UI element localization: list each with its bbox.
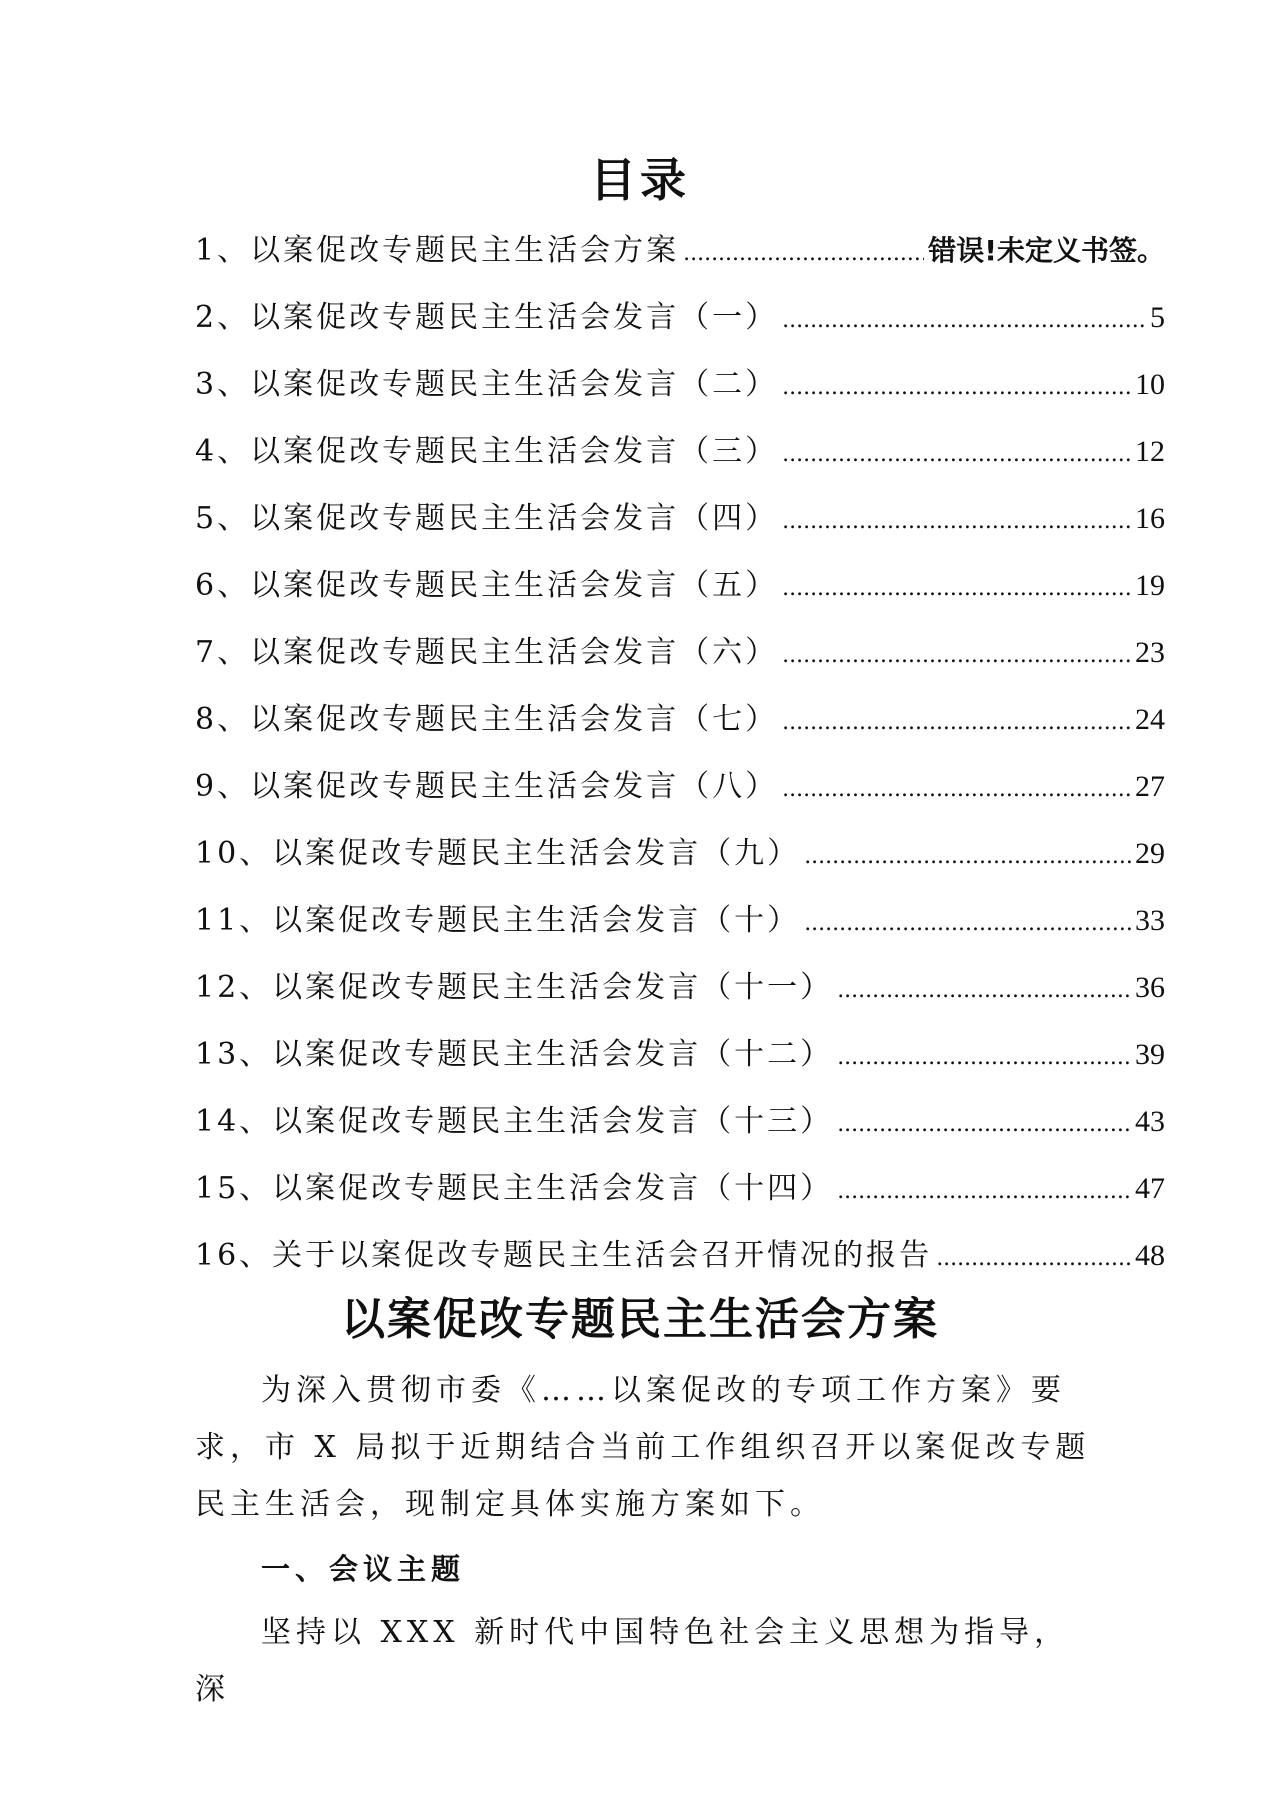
toc-entry-page: 47 (1135, 1172, 1165, 1205)
section-paragraph: 坚持以 XXX 新时代中国特色社会主义思想为指导，深 (195, 1615, 1070, 1707)
toc-entry[interactable] (195, 753, 1165, 820)
toc-entry-label: 5、以案促改专题民主生活会发言（四） (195, 501, 779, 536)
intro-paragraph: 为深入贯彻市委《……以案促改的专项工作方案》要求，市 X 局拟于近期结合当前工作组织召开以案促改专题民主生活会，现制定具体实施方案如下。 (195, 1373, 1091, 1522)
toc-entry[interactable] (195, 619, 1165, 686)
toc-entry-label: 2、以案促改专题民主生活会发言（一） (195, 300, 779, 335)
toc-entry[interactable] (195, 1222, 1165, 1289)
toc-leader-dots (782, 287, 1146, 354)
toc-entry[interactable] (195, 552, 1165, 619)
toc-entry[interactable] (195, 485, 1165, 552)
toc-entry-label: 4、以案促改专题民主生活会发言（三） (195, 434, 779, 469)
toc-entry-page: 错误!未定义书签。 (928, 234, 1165, 267)
toc-entry-label: 16、关于以案促改专题民主生活会召开情况的报告 (195, 1238, 933, 1273)
toc-entry[interactable] (195, 1155, 1165, 1222)
toc-leader-dots (837, 957, 1131, 1024)
toc-entry-page: 24 (1135, 703, 1165, 736)
toc-entry-page: 10 (1135, 368, 1165, 401)
toc-leader-dots (837, 1158, 1131, 1225)
toc-entry[interactable] (195, 418, 1165, 485)
toc-leader-dots (782, 689, 1131, 756)
toc-leader-dots (782, 622, 1131, 689)
document-title: 以案促改专题民主生活会方案 (341, 1294, 939, 1345)
toc-entry[interactable] (195, 1088, 1165, 1155)
toc-entry[interactable] (195, 954, 1165, 1021)
toc-entry-page: 5 (1150, 301, 1165, 334)
toc-entry-label: 6、以案促改专题民主生活会发言（五） (195, 568, 779, 603)
document-body (195, 1362, 1095, 1718)
toc-leader-dots (782, 354, 1131, 421)
toc-entry-label: 11、以案促改专题民主生活会发言（十） (195, 903, 801, 938)
toc-entry[interactable] (195, 217, 1165, 284)
toc-title: 目录 (590, 153, 690, 207)
toc-leader-dots (837, 1024, 1131, 1091)
toc-leader-dots (837, 1091, 1131, 1158)
toc-entry[interactable] (195, 351, 1165, 418)
section-heading: 一、会议主题 (261, 1552, 466, 1586)
toc-entry-page: 36 (1135, 971, 1165, 1004)
toc-leader-dots (804, 823, 1131, 890)
toc-entry-page: 23 (1135, 636, 1165, 669)
toc-entry-label: 9、以案促改专题民主生活会发言（八） (195, 769, 779, 804)
toc-entry-label: 12、以案促改专题民主生活会发言（十一） (195, 970, 834, 1005)
toc-entry-label: 10、以案促改专题民主生活会发言（九） (195, 836, 801, 871)
table-of-contents (195, 217, 1165, 1289)
toc-leader-dots (782, 421, 1131, 488)
toc-entry[interactable] (195, 1021, 1165, 1088)
toc-entry-page: 19 (1135, 569, 1165, 602)
toc-entry[interactable] (195, 887, 1165, 954)
toc-leader-dots (782, 555, 1131, 622)
toc-entry-label: 8、以案促改专题民主生活会发言（七） (195, 702, 779, 737)
toc-entry-page: 39 (1135, 1038, 1165, 1071)
toc-entry-label: 3、以案促改专题民主生活会发言（二） (195, 367, 779, 402)
toc-entry-page: 43 (1135, 1105, 1165, 1138)
toc-entry-page: 48 (1135, 1239, 1165, 1272)
toc-entry-label: 15、以案促改专题民主生活会发言（十四） (195, 1171, 834, 1206)
toc-leader-dots (683, 220, 924, 287)
toc-leader-dots (936, 1225, 1131, 1292)
toc-entry[interactable] (195, 686, 1165, 753)
toc-entry-label: 1、以案促改专题民主生活会方案 (195, 233, 680, 268)
toc-entry-label: 13、以案促改专题民主生活会发言（十二） (195, 1037, 834, 1072)
toc-entry-page: 29 (1135, 837, 1165, 870)
toc-entry-label: 14、以案促改专题民主生活会发言（十三） (195, 1104, 834, 1139)
toc-entry-label: 7、以案促改专题民主生活会发言（六） (195, 635, 779, 670)
toc-leader-dots (782, 756, 1131, 823)
toc-entry-page: 12 (1135, 435, 1165, 468)
toc-leader-dots (804, 890, 1131, 957)
toc-entry-page: 33 (1135, 904, 1165, 937)
toc-leader-dots (782, 488, 1131, 555)
toc-entry[interactable] (195, 820, 1165, 887)
toc-entry-page: 27 (1135, 770, 1165, 803)
toc-entry[interactable] (195, 284, 1165, 351)
toc-entry-page: 16 (1135, 502, 1165, 535)
